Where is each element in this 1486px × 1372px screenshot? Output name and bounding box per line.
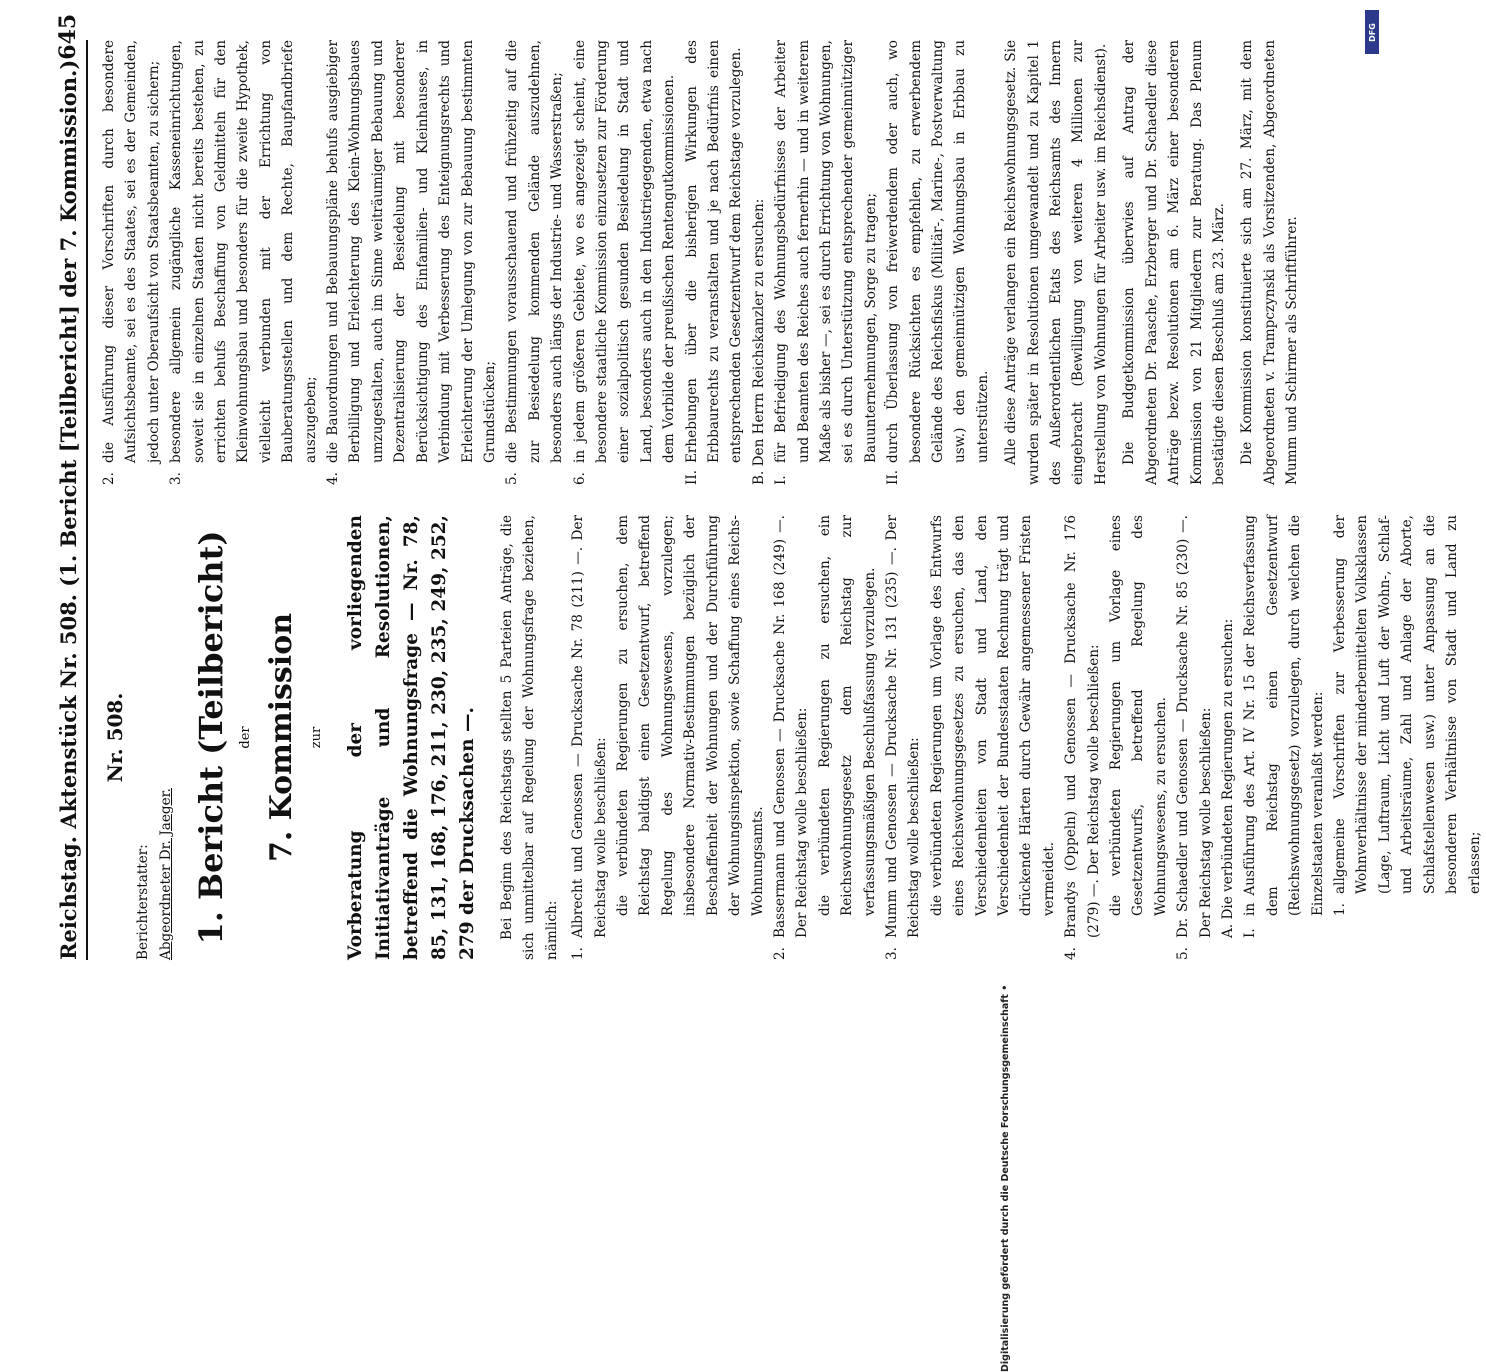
commission-title: 7. Kommission <box>263 612 299 863</box>
motion-subitem: 6. in jedem größeren Gebiete, wo es angezeigt scheint, eine besondere staatliche Kommission einzusetzen zur Förderung einer sozialpolitisch gesunden Besiedelung in Stadt und Land, besonders auch in den Industriegegenden, etwa nach dem Vorbilde der preußischen Rentengutkommissionen. <box>571 40 678 485</box>
motion-heading: Bassermann und Genossen — Drucksache Nr. 168 (249) —. Der Reichstag wolle beschließen: <box>771 515 811 938</box>
motion-subitem: 5. die Bestimmungen vorausschauend und frühzeitig auf die zur Besiedelung kommenden Gelände auszudehnen, besonders auch längs der Industrie- und Wasserstraßen; <box>504 40 566 485</box>
motion-subitem: 4. die Bauordnungen und Bebauungspläne behufs ausgiebiger Berbilligung und Erleichterung des Klein-Wohnungsbaues umzugestalten, auch im Sinne weiträumiger Bebauung und Dezentralisierung der Besiedelung mit besonderer Berücksichtigung des Einfamilien- und Kleinhauses, in Verbindung mit Verbesserung des Enteignungsrechts und Erleichterung der Umlegung von zur Bebauung bestimmten Grundstücken; <box>325 40 498 485</box>
report-title: 1. Bericht (Teilbericht) <box>192 530 231 945</box>
motion-heading: Dr. Schaedler und Genossen — Drucksache Nr. 85 (230) —. Der Reichstag wolle beschließen: <box>1175 515 1214 938</box>
right-column <box>98 40 1304 485</box>
motion-subitem: 1. allgemeine Vorschriften zur Verbesserung der Wohnverhältnisse der minderbemittelten Volksklassen (Lage, Luftraum, Licht und Luft der Wohn-, Schlaf- und Arbeitsräume, Zahl und Anlage der Aborte, Schlafstellenwesen usw.) unter Anpassung an die besonderen Verhältnisse von Stadt und Land zu erlassen; <box>1332 515 1483 916</box>
report-subject: Vorberatung der vorliegenden Initiativanträge und Resolutionen, betreffend die Wohnungsfrage — Nr. 78, 85, 131, 168, 176, 211, 230, 235, 249, 252, 279 der Drucksachen —. <box>345 515 479 960</box>
page-number: 645 <box>55 13 81 60</box>
motion-subitem: I. in Ausführung des Art. IV Nr. 15 der Reichsverfassung dem Reichstag einen Gesetzentwurf (Reichswohnungsgesetz) vorzulegen, durch welchen die Einzelstaaten veranlaßt werden: <box>1242 515 1326 938</box>
motion-subitem: 3. besondere allgemein zugängliche Kasseneinrichtungen, soweit sie in einzelnen Staaten nicht bereits bestehen, zu errichten behufs Beschaffung von Geldmitteln für den Kleinwohnungsbau und besonders für die zweite Hypothek, vielleicht verbunden mit der Errichtung von Bauberatungsstellen und dem Rechte, Baupfandbriefe auszugeben; <box>168 40 319 485</box>
motion-subitem: II. durch Überlassung von freiwerdendem oder auch, wo besondere Rücksichten es empfehlen, zu erwerbendem Gelände des Reichsfiskus (Militär-, Marine-, Postverwaltung usw.) den gemeinnützigen Wohnungsbau in Erbbau zu unterstützen. <box>885 40 991 485</box>
motion-text: die verbündeten Regierungen zu ersuchen, dem Reichstag baldigst einen Gesetzentwurf, betreffend Regelung des Wohnungswesens, vorzulegen; insbesondere Normativ-Bestimmungen bezüglich der Beschaffenheit der Wohnungen und der Durchführung der Wohnungsinspektion, sowie Schaffung eines Reichs-Wohnungsamts. <box>615 515 766 916</box>
title-connector-zur: zur <box>308 726 324 749</box>
body-paragraph: Die Budgetkommission überwies auf Antrag der Abgeordneten Dr. Paasche, Erzberger und Dr. Schaedler diese Anträge bezw. Resolutionen am 6. März einer besonderen Kommission von 21 Mitgliedern zur Beratung. Das Plenum bestätigte diesen Beschluß am 23. März. <box>1121 40 1227 485</box>
reporter-name: Abgeordneter Dr. Jaeger. <box>157 788 174 960</box>
motion-item: 2. Bassermann und Genossen — Drucksache Nr. 168 (249) —. Der Reichstag wolle beschließen: die verbündeten Regierungen zu ersuchen, ein Reichswohnungsgesetz dem Reichstag zur verfassungsmäßigen Beschlußfassung vorzulegen. <box>769 515 881 960</box>
motion-heading: Albrecht und Genossen — Drucksache Nr. 78 (211) —. Der Reichstag wolle beschließen: <box>570 515 609 938</box>
motion-subitem: I. für Befriedigung des Wohnungsbedürfnisses der Arbeiter und Beamten des Reiches auch fernerhin — und in weiterem Maße als bisher —, sei es durch Errichtung von Wohnungen, sei es durch Unterstützung entsprechender gemeinnütziger Bauunternehmungen, Sorge zu tragen; <box>773 40 879 485</box>
motion-heading: Mumm und Genossen — Drucksache Nr. 131 (235) —. Der Reichstag wolle beschließen: <box>883 515 923 938</box>
reporter-label: Berichterstatter: <box>135 844 152 960</box>
motion-subitem: 2. die Ausführung dieser Vorschriften durch besondere Aufsichtsbeamte, sei es des Staates, sei es der Gemeinden, jedoch unter Oberaufsicht von Staatsbeamten, zu sichern; <box>101 40 162 485</box>
motion-section-b: B. Den Herrn Reichskanzler zu ersuchen: <box>750 198 767 485</box>
body-paragraph: Alle diese Anträge verlangen ein Reichswohnungsgesetz. Sie wurden später in Resolutionen umgewandelt und zu Kapitel 1 des Außerordentlichen Etats des Reichsamts des Innern eingebracht (Bewilligung von weiteren 4 Millionen zur Herstellung von Wohnungen für Arbeiter usw. im Reichsdienst). <box>1003 40 1109 485</box>
left-column <box>98 515 1486 960</box>
header-title: Reichstag. Aktenstück Nr. 508. (1. Bericht [Teilbericht] der 7. Kommission.) <box>55 59 81 960</box>
intro-paragraph: Bei Beginn des Reichstags stellten 5 Parteien Anträge, die sich unmittelbar auf Regelung der Wohnungsfrage beziehen, nämlich: <box>499 515 560 960</box>
motion-text: die verbündeten Regierungen um Vorlage des Entwurfs eines Reichswohnungsgesetzes zu ersuchen, das den Verschiedenheiten von Stadt und Land, den Verschiedenheit der Bundesstaaten Rechnung trägt und drückende Härten durch Gewähr angemessener Fristen vermeidet. <box>928 515 1057 916</box>
motion-section-a: A. Die verbündeten Regierungen zu ersuchen: <box>1220 618 1237 938</box>
document-number: Nr. 508. <box>103 692 127 783</box>
motion-text: die verbündeten Regierungen zu ersuchen, ein Reichswohnungsgesetz dem Reichstag zur verfassungsmäßigen Beschlußfassung vorzulegen. <box>816 515 878 916</box>
motion-subitem: II. Erhebungen über die bisherigen Wirkungen des Erbbaurechts zu veranstalten und je nach Bedürfnis einen entsprechenden Gesetzentwurf dem Reichstage vorzulegen. <box>683 40 745 485</box>
body-paragraph: Die Kommission konstituierte sich am 27. März, mit dem Abgeordneten v. Trampczynski als Vorsitzenden, Abgeordneten Mumm und Schirmer als Schriftführer. <box>1239 40 1301 485</box>
motion-item: 3. Mumm und Genossen — Drucksache Nr. 131 (235) —. Der Reichstag wolle beschließen: die verbündeten Regierungen um Vorlage des Entwurfs eines Reichswohnungsgesetzes zu ersuchen, das den Verschiedenheiten von Stadt und Land, den Verschiedenheit der Bundesstaaten Rechnung trägt und drückende Härten durch Gewähr angemessener Fristen vermeidet. <box>881 515 1060 960</box>
digitization-credit: Digitalisierung gefördert durch die Deutsche Forschungsgemeinschaft • <box>1000 984 1011 1372</box>
motion-item: 1. Albrecht und Genossen — Drucksache Nr. 78 (211) —. Der Reichstag wolle beschließen: die verbündeten Regierungen zu ersuchen, dem Reichstag baldigst einen Gesetzentwurf, betreffend Regelung des Wohnungswesens, vorzulegen; insbesondere Normativ-Bestimmungen bezüglich der Beschaffenheit der Wohnungen und der Durchführung der Wohnungsinspektion, sowie Schaffung eines Reichs-Wohnungsamts. <box>567 515 769 960</box>
title-connector-der: der <box>238 726 254 749</box>
running-header <box>50 13 88 960</box>
motion-item: 4. Brandys (Oppeln) und Genossen — Drucksache Nr. 176 (279) —. Der Reichstag wolle beschließen: die verbündeten Regierungen um Vorlage eines Gesetzentwurfs, betreffend Regelung des Wohnungswesens, zu ersuchen. <box>1060 515 1172 960</box>
motion-heading: Brandys (Oppeln) und Genossen — Drucksache Nr. 176 (279) —. Der Reichstag wolle beschließen: <box>1063 515 1102 938</box>
dfg-logo-badge: DFG <box>1365 10 1379 54</box>
motion-item: 5. Dr. Schaedler und Genossen — Drucksache Nr. 85 (230) —. Der Reichstag wolle beschließen: A. Die verbündeten Regierungen zu ersuchen: I. in Ausführung des Art. IV Nr. 15 der Reichsverfassung dem Reichstag einen Gesetzentwurf (Reichswohnungsgesetz) vorzulegen, durch welchen die Einzelstaaten veranlaßt werden: 1. allgemeine Vorschriften zur Verbesserung der Wohnverhältnisse der minderbemittelten Volksklassen (Lage, Luftraum, Licht und Luft der Wohn-, Schlaf- und Arbeitsräume, Zahl und Anlage der Aborte, Schlafstellenwesen usw.) unter Anpassung an die besonderen Verhältnisse von Stadt und Land zu erlassen; <box>1172 515 1486 960</box>
motion-text: die verbündeten Regierungen um Vorlage eines Gesetzentwurfs, betreffend Regelung des Wohnungswesens, zu ersuchen. <box>1108 515 1169 916</box>
